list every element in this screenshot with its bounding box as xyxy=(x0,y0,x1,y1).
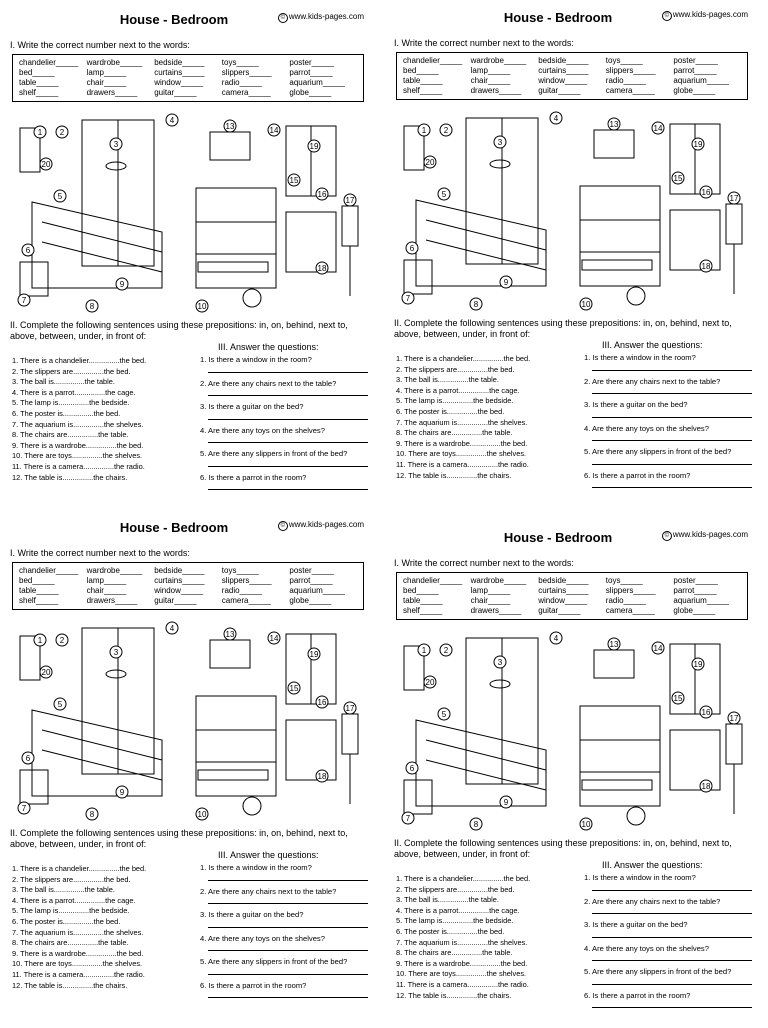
question-item: 6. Is there a parrot in the room? xyxy=(584,991,760,1015)
question-list xyxy=(584,873,760,1014)
vocab-word: drawers _____ xyxy=(471,606,539,616)
number-label: 2 xyxy=(59,636,65,645)
vocab-word: slippers _____ xyxy=(606,66,674,76)
question-item: 4. Are there any toys on the shelves? xyxy=(584,944,760,968)
vocab-word: shelf _____ xyxy=(403,86,471,96)
sentence-item: 12. The table is...............the chairs. xyxy=(12,980,128,990)
number-label: 7 xyxy=(21,296,27,305)
site-credit xyxy=(278,520,364,531)
vocab-word: chair _____ xyxy=(87,78,155,88)
vocab-word: wardrobe _____ xyxy=(87,566,155,576)
vocab-word: shelf _____ xyxy=(19,596,87,606)
vocab-word: globe _____ xyxy=(673,86,741,96)
vocab-word: guitar _____ xyxy=(538,86,606,96)
vocab-word: toys _____ xyxy=(222,58,290,68)
number-label: 14 xyxy=(269,634,279,643)
sentence-item: 2. The slippers are...............the bed. xyxy=(12,366,131,376)
vocab-word: lamp _____ xyxy=(87,576,155,586)
sentence-item: 10. There are toys...............the shelves. xyxy=(12,959,143,969)
vocab-word: guitar _____ xyxy=(154,596,222,606)
vocab-word: camera _____ xyxy=(222,596,290,606)
number-label: 3 xyxy=(113,140,119,149)
sentence-item: 2. The slippers are...............the bed. xyxy=(12,874,131,884)
number-label: 1 xyxy=(37,128,43,137)
sentence-item: 11. There is a camera...............the radio. xyxy=(12,969,145,979)
number-label: 17 xyxy=(345,196,355,205)
vocab-word: chandelier _____ xyxy=(403,56,471,66)
sentence-list xyxy=(12,864,202,991)
vocab-word: table _____ xyxy=(403,596,471,606)
worksheet xyxy=(388,522,764,1028)
worksheet-title: House - Bedroom xyxy=(503,10,613,25)
question-item: 3. Is there a guitar on the bed? xyxy=(584,920,760,944)
sentence-item: 9. There is a wardrobe...............the bed. xyxy=(12,948,144,958)
number-label: 19 xyxy=(693,660,703,669)
vocab-word: guitar _____ xyxy=(154,88,222,98)
number-label: 14 xyxy=(269,126,279,135)
site-credit xyxy=(662,10,748,21)
sentence-item: 5. The lamp is...............the bedside. xyxy=(396,916,514,926)
number-label: 10 xyxy=(581,300,591,309)
bedroom-illustration xyxy=(396,630,748,834)
sentence-item: 6. The poster is...............the bed. xyxy=(12,916,121,926)
vocabulary-box xyxy=(12,54,364,102)
number-label: 4 xyxy=(553,114,559,123)
sentence-item: 12. The table is...............the chairs. xyxy=(12,472,128,482)
number-labels xyxy=(18,622,356,820)
number-label: 20 xyxy=(41,668,51,677)
vocab-word: toys _____ xyxy=(606,56,674,66)
vocab-word: window _____ xyxy=(154,78,222,88)
number-label: 19 xyxy=(309,650,319,659)
sentence-item: 4. There is a parrot...............the cage. xyxy=(12,387,136,397)
number-label: 6 xyxy=(409,244,415,253)
sentence-item: 5. The lamp is...............the bedside. xyxy=(396,396,514,406)
sentence-item: 9. There is a wardrobe...............the bed. xyxy=(396,438,528,448)
vocab-word: table _____ xyxy=(403,76,471,86)
worksheet xyxy=(388,2,764,508)
vocab-word: globe _____ xyxy=(673,606,741,616)
vocab-word: parrot _____ xyxy=(673,66,741,76)
sentence-item: 3. The ball is...............the table. xyxy=(12,377,115,387)
vocab-word: camera _____ xyxy=(606,86,674,96)
number-label: 17 xyxy=(729,714,739,723)
number-label: 13 xyxy=(609,640,619,649)
sentence-item: 7. The aquarium is...............the shelves. xyxy=(12,927,144,937)
answer-heading: III. Answer the questions: xyxy=(602,340,703,350)
vocab-word: parrot _____ xyxy=(289,576,357,586)
instruction-2: II. Complete the following sentences using these prepositions: in, on, behind, next to, above, between, under, in front of: xyxy=(10,320,348,341)
number-label: 6 xyxy=(25,246,31,255)
worksheet xyxy=(4,512,380,1018)
number-label: 18 xyxy=(317,264,327,273)
number-label: 2 xyxy=(443,646,449,655)
instruction-2: II. Complete the following sentences using these prepositions: in, on, behind, next to, above, between, under, in front of: xyxy=(394,838,732,859)
number-label: 5 xyxy=(57,700,63,709)
vocab-word: wardrobe _____ xyxy=(471,56,539,66)
instruction-1: I. Write the correct number next to the words: xyxy=(10,40,190,50)
sentence-item: 7. The aquarium is...............the shelves. xyxy=(396,937,528,947)
sentence-item: 12. The table is...............the chairs. xyxy=(396,990,512,1000)
answer-heading: III. Answer the questions: xyxy=(218,850,319,860)
sentence-item: 8. The chairs are...............the table. xyxy=(396,428,513,438)
number-label: 1 xyxy=(421,646,427,655)
vocab-word: window _____ xyxy=(538,596,606,606)
vocab-word: slippers _____ xyxy=(222,68,290,78)
vocab-word: globe _____ xyxy=(289,88,357,98)
sentence-item: 10. There are toys...............the shelves. xyxy=(396,969,527,979)
vocab-word: lamp _____ xyxy=(87,68,155,78)
instruction-1: I. Write the correct number next to the words: xyxy=(10,548,190,558)
number-label: 7 xyxy=(405,814,411,823)
vocab-word: drawers _____ xyxy=(87,596,155,606)
vocab-word: chandelier _____ xyxy=(19,58,87,68)
number-label: 3 xyxy=(497,658,503,667)
vocab-word: wardrobe _____ xyxy=(87,58,155,68)
vocab-word: slippers _____ xyxy=(606,586,674,596)
sentence-item: 6. The poster is...............the bed. xyxy=(396,406,505,416)
vocab-word: aquarium _____ xyxy=(673,76,741,86)
vocab-word: aquarium _____ xyxy=(289,78,357,88)
sentence-item: 8. The chairs are...............the table. xyxy=(12,938,129,948)
number-label: 14 xyxy=(653,644,663,653)
number-label: 5 xyxy=(57,192,63,201)
vocab-word: slippers _____ xyxy=(222,576,290,586)
vocab-word: parrot _____ xyxy=(289,68,357,78)
worksheet-title: House - Bedroom xyxy=(119,12,229,27)
number-label: 15 xyxy=(673,694,683,703)
vocab-word: toys _____ xyxy=(222,566,290,576)
sentence-item: 11. There is a camera...............the radio. xyxy=(396,979,529,989)
vocabulary-box xyxy=(396,572,748,620)
number-label: 4 xyxy=(169,624,175,633)
question-item: 2. Are there any chairs next to the table? xyxy=(584,897,760,921)
vocab-word: aquarium _____ xyxy=(289,586,357,596)
question-item: 2. Are there any chairs next to the table? xyxy=(200,887,376,911)
vocab-word: camera _____ xyxy=(222,88,290,98)
sentence-item: 10. There are toys...............the shelves. xyxy=(12,451,143,461)
number-label: 14 xyxy=(653,124,663,133)
number-label: 10 xyxy=(581,820,591,829)
sentence-item: 6. The poster is...............the bed. xyxy=(396,926,505,936)
sentence-item: 5. The lamp is...............the bedside. xyxy=(12,906,130,916)
question-item: 1. Is there a window in the room? xyxy=(200,863,376,887)
answer-heading: III. Answer the questions: xyxy=(218,342,319,352)
vocab-word: bedside _____ xyxy=(154,58,222,68)
sentence-item: 4. There is a parrot...............the cage. xyxy=(396,385,520,395)
sentence-item: 7. The aquarium is...............the shelves. xyxy=(12,419,144,429)
question-item: 6. Is there a parrot in the room? xyxy=(584,471,760,495)
question-item: 2. Are there any chairs next to the table? xyxy=(584,377,760,401)
vocab-word: radio _____ xyxy=(606,76,674,86)
question-item: 4. Are there any toys on the shelves? xyxy=(584,424,760,448)
number-label: 19 xyxy=(309,142,319,151)
bedroom-illustration xyxy=(12,112,364,316)
question-item: 4. Are there any toys on the shelves? xyxy=(200,934,376,958)
vocab-word: table _____ xyxy=(19,586,87,596)
vocab-word: aquarium _____ xyxy=(673,596,741,606)
sentence-item: 3. The ball is...............the table. xyxy=(12,885,115,895)
vocab-word: bed _____ xyxy=(19,68,87,78)
sentence-item: 12. The table is...............the chairs. xyxy=(396,470,512,480)
number-label: 20 xyxy=(425,158,435,167)
number-label: 7 xyxy=(21,804,27,813)
number-label: 8 xyxy=(473,820,479,829)
bedroom-illustration xyxy=(396,110,748,314)
number-label: 16 xyxy=(701,188,711,197)
number-label: 8 xyxy=(473,300,479,309)
sentence-item: 2. The slippers are...............the bed. xyxy=(396,364,515,374)
site-url: www.kids-pages.com xyxy=(672,530,748,539)
number-label: 1 xyxy=(421,126,427,135)
question-item: 1. Is there a window in the room? xyxy=(584,873,760,897)
vocab-word: bedside _____ xyxy=(538,576,606,586)
vocab-word: shelf _____ xyxy=(19,88,87,98)
number-label: 19 xyxy=(693,140,703,149)
vocab-word: chandelier _____ xyxy=(19,566,87,576)
vocab-word: drawers _____ xyxy=(471,86,539,96)
number-labels xyxy=(402,632,740,830)
number-labels xyxy=(402,112,740,310)
question-item: 1. Is there a window in the room? xyxy=(584,353,760,377)
sentence-list xyxy=(396,354,586,481)
number-label: 8 xyxy=(89,810,95,819)
number-label: 3 xyxy=(113,648,119,657)
sentence-item: 1. There is a chandelier...............the bed. xyxy=(12,864,147,873)
number-label: 2 xyxy=(443,126,449,135)
vocab-word: bed _____ xyxy=(403,586,471,596)
vocab-word: curtains _____ xyxy=(538,66,606,76)
question-list xyxy=(584,353,760,494)
number-label: 13 xyxy=(609,120,619,129)
vocab-word: bedside _____ xyxy=(154,566,222,576)
number-label: 5 xyxy=(441,190,447,199)
instruction-2: II. Complete the following sentences using these prepositions: in, on, behind, next to, above, between, under, in front of: xyxy=(10,828,348,849)
question-item: 5. Are there any slippers in front of the bed? xyxy=(200,449,376,473)
number-label: 9 xyxy=(503,278,509,287)
vocab-word: poster _____ xyxy=(673,56,741,66)
number-label: 9 xyxy=(119,280,125,289)
number-label: 9 xyxy=(119,788,125,797)
vocabulary-box xyxy=(396,52,748,100)
sentence-item: 8. The chairs are...............the table. xyxy=(396,948,513,958)
site-credit xyxy=(662,530,748,541)
number-label: 2 xyxy=(59,128,65,137)
vocab-word: chair _____ xyxy=(471,596,539,606)
vocab-word: lamp _____ xyxy=(471,66,539,76)
number-label: 6 xyxy=(409,764,415,773)
vocab-word: curtains _____ xyxy=(538,586,606,596)
vocab-word: guitar _____ xyxy=(538,606,606,616)
sentence-item: 9. There is a wardrobe...............the bed. xyxy=(396,958,528,968)
question-item: 5. Are there any slippers in front of the bed? xyxy=(584,447,760,471)
sentence-item: 3. The ball is...............the table. xyxy=(396,375,499,385)
vocab-word: window _____ xyxy=(154,586,222,596)
question-item: 5. Are there any slippers in front of the bed? xyxy=(200,957,376,981)
worksheet-title: House - Bedroom xyxy=(119,520,229,535)
site-url: www.kids-pages.com xyxy=(672,10,748,19)
number-label: 18 xyxy=(701,262,711,271)
vocab-word: bed _____ xyxy=(403,66,471,76)
answer-heading: III. Answer the questions: xyxy=(602,860,703,870)
question-list xyxy=(200,863,376,1004)
vocab-word: bedside _____ xyxy=(538,56,606,66)
worksheet-title: House - Bedroom xyxy=(503,530,613,545)
sentence-list xyxy=(396,874,586,1001)
number-label: 5 xyxy=(441,710,447,719)
sentence-item: 11. There is a camera...............the radio. xyxy=(12,461,145,471)
question-list xyxy=(200,355,376,496)
vocab-word: bed _____ xyxy=(19,576,87,586)
copyright-icon: © xyxy=(278,13,288,23)
number-label: 4 xyxy=(553,634,559,643)
bedroom-illustration xyxy=(12,620,364,824)
sentence-item: 2. The slippers are...............the bed. xyxy=(396,884,515,894)
sentence-item: 1. There is a chandelier...............the bed. xyxy=(12,356,147,365)
number-label: 17 xyxy=(345,704,355,713)
sentence-item: 5. The lamp is...............the bedside. xyxy=(12,398,130,408)
sentence-item: 8. The chairs are...............the table. xyxy=(12,430,129,440)
vocab-word: radio _____ xyxy=(222,78,290,88)
number-label: 10 xyxy=(197,810,207,819)
question-item: 3. Is there a guitar on the bed? xyxy=(200,910,376,934)
vocab-word: curtains _____ xyxy=(154,576,222,586)
sentence-item: 11. There is a camera...............the radio. xyxy=(396,459,529,469)
question-item: 4. Are there any toys on the shelves? xyxy=(200,426,376,450)
vocab-word: window _____ xyxy=(538,76,606,86)
question-item: 5. Are there any slippers in front of the bed? xyxy=(584,967,760,991)
instruction-2: II. Complete the following sentences using these prepositions: in, on, behind, next to, above, between, under, in front of: xyxy=(394,318,732,339)
question-item: 6. Is there a parrot in the room? xyxy=(200,981,376,1005)
sentence-item: 3. The ball is...............the table. xyxy=(396,895,499,905)
question-item: 6. Is there a parrot in the room? xyxy=(200,473,376,497)
number-label: 9 xyxy=(503,798,509,807)
question-item: 3. Is there a guitar on the bed? xyxy=(200,402,376,426)
number-label: 3 xyxy=(497,138,503,147)
vocab-word: table _____ xyxy=(19,78,87,88)
vocab-word: parrot _____ xyxy=(673,586,741,596)
vocab-word: camera _____ xyxy=(606,606,674,616)
sentence-item: 1. There is a chandelier...............the bed. xyxy=(396,354,531,363)
sentence-item: 6. The poster is...............the bed. xyxy=(12,408,121,418)
vocab-word: drawers _____ xyxy=(87,88,155,98)
number-label: 18 xyxy=(317,772,327,781)
sentence-item: 10. There are toys...............the shelves. xyxy=(396,449,527,459)
vocab-word: curtains _____ xyxy=(154,68,222,78)
number-label: 16 xyxy=(317,698,327,707)
number-label: 18 xyxy=(701,782,711,791)
number-label: 13 xyxy=(225,630,235,639)
vocab-word: chandelier _____ xyxy=(403,576,471,586)
number-label: 17 xyxy=(729,194,739,203)
question-item: 3. Is there a guitar on the bed? xyxy=(584,400,760,424)
site-credit xyxy=(278,12,364,23)
vocab-word: poster _____ xyxy=(289,58,357,68)
number-label: 6 xyxy=(25,754,31,763)
number-label: 4 xyxy=(169,116,175,125)
number-label: 15 xyxy=(289,684,299,693)
vocab-word: toys _____ xyxy=(606,576,674,586)
number-label: 10 xyxy=(197,302,207,311)
number-label: 13 xyxy=(225,122,235,131)
copyright-icon: © xyxy=(278,521,288,531)
vocab-word: chair _____ xyxy=(87,586,155,596)
sentence-item: 1. There is a chandelier...............the bed. xyxy=(396,874,531,883)
number-label: 20 xyxy=(425,678,435,687)
number-label: 16 xyxy=(701,708,711,717)
number-label: 15 xyxy=(673,174,683,183)
vocab-word: lamp _____ xyxy=(471,586,539,596)
sentence-item: 4. There is a parrot...............the cage. xyxy=(12,895,136,905)
question-item: 2. Are there any chairs next to the table? xyxy=(200,379,376,403)
vocab-word: poster _____ xyxy=(289,566,357,576)
instruction-1: I. Write the correct number next to the words: xyxy=(394,38,574,48)
number-label: 8 xyxy=(89,302,95,311)
copyright-icon: © xyxy=(662,531,672,541)
sentence-item: 9. There is a wardrobe...............the bed. xyxy=(12,440,144,450)
sentence-item: 4. There is a parrot...............the cage. xyxy=(396,905,520,915)
number-labels xyxy=(18,114,356,312)
number-label: 1 xyxy=(37,636,43,645)
vocab-word: poster _____ xyxy=(673,576,741,586)
vocab-word: chair _____ xyxy=(471,76,539,86)
worksheet xyxy=(4,4,380,510)
vocab-word: globe _____ xyxy=(289,596,357,606)
number-label: 20 xyxy=(41,160,51,169)
number-label: 16 xyxy=(317,190,327,199)
vocab-word: radio _____ xyxy=(222,586,290,596)
vocab-word: radio _____ xyxy=(606,596,674,606)
vocab-word: wardrobe _____ xyxy=(471,576,539,586)
number-label: 7 xyxy=(405,294,411,303)
site-url: www.kids-pages.com xyxy=(288,520,364,529)
site-url: www.kids-pages.com xyxy=(288,12,364,21)
sentence-list xyxy=(12,356,202,483)
copyright-icon: © xyxy=(662,11,672,21)
instruction-1: I. Write the correct number next to the words: xyxy=(394,558,574,568)
sentence-item: 7. The aquarium is...............the shelves. xyxy=(396,417,528,427)
number-label: 15 xyxy=(289,176,299,185)
question-item: 1. Is there a window in the room? xyxy=(200,355,376,379)
vocabulary-box xyxy=(12,562,364,610)
vocab-word: shelf _____ xyxy=(403,606,471,616)
